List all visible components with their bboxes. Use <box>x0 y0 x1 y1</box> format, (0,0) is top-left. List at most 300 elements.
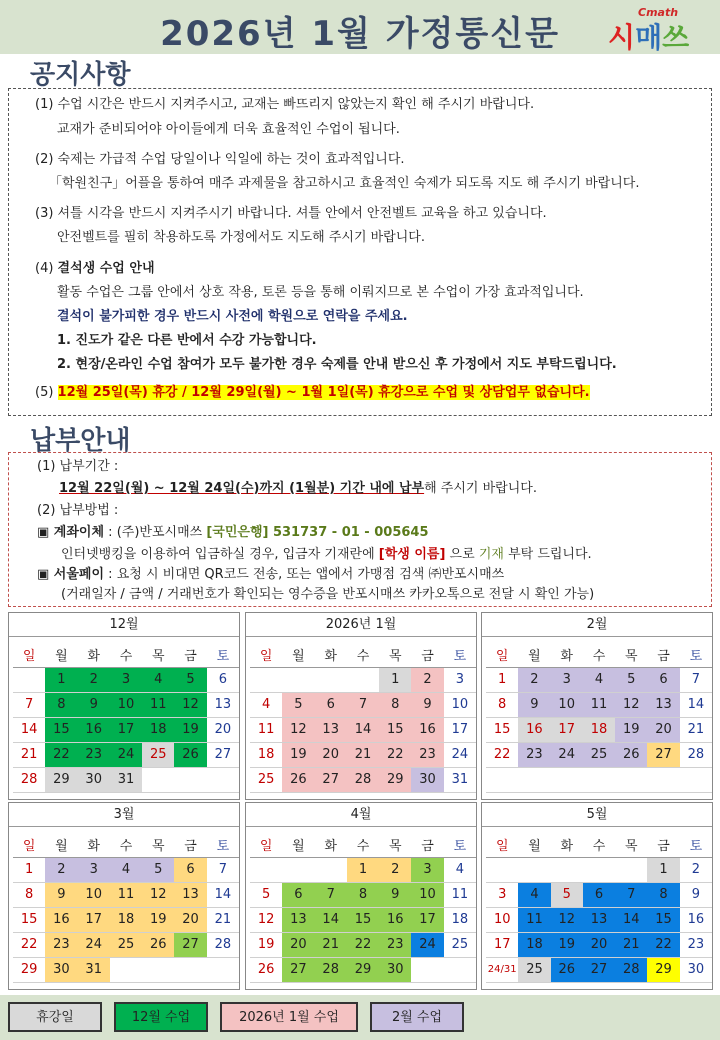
weekday-header: 목 <box>142 833 174 857</box>
calendar-day: 28 <box>207 932 239 957</box>
calendar-day: 8 <box>379 692 411 717</box>
calendar-day <box>518 767 550 792</box>
calendar-day <box>13 667 45 692</box>
calendar-day: 11 <box>444 882 476 907</box>
weekday-header: 일 <box>250 643 282 667</box>
calendar-day <box>174 957 206 982</box>
calendar-month-name: 3월 <box>9 803 239 827</box>
bank-transfer-label: ▣ 계좌이체 <box>37 525 105 540</box>
calendar-day <box>583 857 615 882</box>
calendar-day <box>315 857 347 882</box>
weekday-header: 월 <box>518 833 550 857</box>
calendar-day: 26 <box>615 742 647 767</box>
calendar-day: 29 <box>647 957 679 982</box>
weekday-header: 월 <box>45 643 77 667</box>
calendar-day: 11 <box>518 907 550 932</box>
calendar-day: 10 <box>411 882 443 907</box>
calendar-month <box>481 612 713 800</box>
calendar-day: 20 <box>282 932 314 957</box>
payment-line-2: (2) 납부방법 : <box>37 503 119 518</box>
weekday-header: 화 <box>551 833 583 857</box>
calendar-day: 27 <box>174 932 206 957</box>
calendar-day: 3 <box>486 882 518 907</box>
notice-line-4e: 2. 현장/온라인 수업 참여가 모두 불가한 경우 숙제를 안내 받으신 후 가정에서 지도 부탁드립니다. <box>57 357 617 372</box>
calendar-day: 17 <box>78 907 110 932</box>
calendar-day: 10 <box>78 882 110 907</box>
calendar-day: 27 <box>315 767 347 792</box>
calendar-day: 5 <box>615 667 647 692</box>
calendar-day: 2 <box>518 667 550 692</box>
calendar-day: 7 <box>315 882 347 907</box>
notice-line-3a: (3) 셔틀 시각을 반드시 지켜주시기 바랍니다. 셔틀 안에서 안전벨트 교육을 하고 있습니다. <box>35 206 547 221</box>
notice-line-4c: 결석이 불가피한 경우 반드시 사전에 학원으로 연락을 주세요. <box>57 309 408 324</box>
calendar-day: 6 <box>583 882 615 907</box>
calendar-day: 30 <box>78 767 110 792</box>
legend-dec: 12월 수업 <box>114 1002 208 1032</box>
calendar-day: 8 <box>45 692 77 717</box>
notice-line-5-num: (5) <box>35 385 58 400</box>
calendar-day: 24/31 <box>486 957 518 982</box>
calendar-day <box>207 957 239 982</box>
calendar-day: 3 <box>551 667 583 692</box>
calendar-day: 11 <box>142 692 174 717</box>
legend-feb: 2월 수업 <box>370 1002 464 1032</box>
calendar-day: 30 <box>680 957 712 982</box>
calendar-day: 29 <box>347 957 379 982</box>
calendar-month-name: 2026년 1월 <box>246 613 476 637</box>
calendar-day <box>142 957 174 982</box>
weekday-header: 목 <box>379 643 411 667</box>
notice-line-1b: 교재가 준비되어야 아이들에게 더욱 효율적인 수업이 됩니다. <box>57 122 400 137</box>
calendar-day: 14 <box>347 717 379 742</box>
calendar-day: 17 <box>110 717 142 742</box>
weekday-header: 목 <box>615 643 647 667</box>
weekday-header: 토 <box>444 833 476 857</box>
calendar-day: 16 <box>680 907 712 932</box>
calendar-day: 24 <box>78 932 110 957</box>
calendar-day: 26 <box>551 957 583 982</box>
calendar-day: 3 <box>78 857 110 882</box>
calendar-day <box>647 767 679 792</box>
calendar-day: 31 <box>444 767 476 792</box>
notice-line-5-text: 12월 25일(목) 휴강 / 12월 29일(월) ~ 1월 1일(목) 휴강으로 수업 및 상담업무 없습니다. <box>57 385 590 400</box>
calendar-day: 15 <box>486 717 518 742</box>
calendar-day <box>444 957 476 982</box>
weekday-header: 토 <box>680 643 712 667</box>
calendar-day: 20 <box>315 742 347 767</box>
calendar-month <box>245 612 477 800</box>
bank-account: [국민은행] 531737 - 01 - 005645 <box>206 525 429 540</box>
payment-line-1b <box>59 481 537 497</box>
calendar-day: 31 <box>110 767 142 792</box>
calendar-day: 23 <box>411 742 443 767</box>
weekday-header: 목 <box>142 643 174 667</box>
calendar-day: 2 <box>680 857 712 882</box>
calendar-day: 22 <box>486 742 518 767</box>
calendar-day <box>347 667 379 692</box>
weekday-header: 목 <box>379 833 411 857</box>
notice-line-4b: 활동 수업은 그룹 안에서 상호 작용, 토론 등을 통해 이뤄지므로 본 수업이 가장 효과적입니다. <box>57 285 584 300</box>
calendar-month <box>8 802 240 990</box>
calendar-day: 18 <box>110 907 142 932</box>
calendar-day: 28 <box>680 742 712 767</box>
calendar-day <box>615 767 647 792</box>
calendar-day: 17 <box>551 717 583 742</box>
calendar-day: 16 <box>45 907 77 932</box>
payment-line-4e: 부탁 드립니다. <box>503 547 592 562</box>
calendar-day: 21 <box>13 742 45 767</box>
calendar-day: 11 <box>583 692 615 717</box>
weekday-header: 일 <box>486 643 518 667</box>
calendar-day <box>174 767 206 792</box>
calendar-day: 3 <box>444 667 476 692</box>
payment-period-tail: 해 주시기 바랍니다. <box>424 481 537 496</box>
calendar-day: 30 <box>45 957 77 982</box>
weekday-header: 수 <box>347 643 379 667</box>
calendar-day: 18 <box>250 742 282 767</box>
calendar-day: 10 <box>551 692 583 717</box>
calendar-day: 12 <box>615 692 647 717</box>
calendar-month <box>8 612 240 800</box>
calendar-day: 22 <box>379 742 411 767</box>
calendar-day: 20 <box>647 717 679 742</box>
calendar-day: 21 <box>315 932 347 957</box>
calendar-day: 25 <box>110 932 142 957</box>
calendar-day: 21 <box>615 932 647 957</box>
payment-line-4a: 인터넷뱅킹을 이용하여 입금하실 경우, 입금자 기재란에 <box>61 547 379 562</box>
calendar-day: 19 <box>142 907 174 932</box>
calendar-day <box>551 767 583 792</box>
calendar-day: 14 <box>207 882 239 907</box>
calendar-day: 1 <box>45 667 77 692</box>
calendar-day: 28 <box>347 767 379 792</box>
notice-line-2a: (2) 숙제는 가급적 수업 당일이나 익일에 하는 것이 효과적입니다. <box>35 152 405 167</box>
calendar-day: 4 <box>250 692 282 717</box>
calendar-day <box>583 767 615 792</box>
payment-line-6: (거래일자 / 금액 / 거래번호가 확인되는 영수증을 반포시매쓰 카카오톡으로 전달 시 확인 가능) <box>61 587 595 602</box>
logo-si: 시 <box>608 21 636 54</box>
notice-line-4a-num: (4) <box>35 261 58 276</box>
calendar-day: 4 <box>110 857 142 882</box>
weekday-header: 금 <box>411 643 443 667</box>
calendar-day: 2 <box>411 667 443 692</box>
weekday-header: 월 <box>45 833 77 857</box>
calendar-day: 3 <box>411 857 443 882</box>
calendar-day: 28 <box>615 957 647 982</box>
weekday-header: 일 <box>250 833 282 857</box>
legend-holiday: 휴강일 <box>8 1002 102 1032</box>
calendar-day <box>250 667 282 692</box>
calendar-day: 26 <box>250 957 282 982</box>
payment-line-4c: 으로 <box>445 547 479 562</box>
calendar-day: 13 <box>174 882 206 907</box>
logo <box>608 6 708 54</box>
calendar-day: 19 <box>250 932 282 957</box>
payment-line-3 <box>37 525 429 541</box>
weekday-header: 일 <box>486 833 518 857</box>
notice-line-3b: 안전벨트를 필히 착용하도록 가정에서도 지도해 주시기 바랍니다. <box>57 230 425 245</box>
calendar-day: 15 <box>45 717 77 742</box>
calendar-day: 22 <box>13 932 45 957</box>
notice-line-4a <box>35 261 155 277</box>
calendar-day: 17 <box>486 932 518 957</box>
calendar-day: 24 <box>411 932 443 957</box>
notice-line-1a: (1) 수업 시간은 반드시 지켜주시고, 교재는 빠뜨리지 않았는지 확인 해 주시기 바랍니다. <box>35 97 535 112</box>
calendar-day: 5 <box>282 692 314 717</box>
calendar-day <box>551 857 583 882</box>
calendar-day: 6 <box>282 882 314 907</box>
calendar-day: 23 <box>379 932 411 957</box>
calendar-month-name: 2월 <box>482 613 712 637</box>
calendar-day <box>282 857 314 882</box>
calendar-day: 12 <box>142 882 174 907</box>
bank-transfer-text: : (주)반포시매쓰 <box>104 525 207 540</box>
calendar-day: 16 <box>78 717 110 742</box>
weekday-header: 수 <box>347 833 379 857</box>
calendar-day: 12 <box>174 692 206 717</box>
calendar-day: 25 <box>583 742 615 767</box>
calendar-day: 29 <box>379 767 411 792</box>
calendar-day: 22 <box>647 932 679 957</box>
calendar-day: 16 <box>518 717 550 742</box>
weekday-header: 금 <box>174 643 206 667</box>
calendar-day: 12 <box>250 907 282 932</box>
calendar-day: 28 <box>13 767 45 792</box>
calendar-day: 5 <box>551 882 583 907</box>
calendar-day: 27 <box>207 742 239 767</box>
payment-line-4 <box>61 547 592 563</box>
calendar-day: 18 <box>142 717 174 742</box>
calendar-day: 7 <box>680 667 712 692</box>
weekday-header: 수 <box>110 833 142 857</box>
calendar-day <box>486 767 518 792</box>
calendar-day: 8 <box>647 882 679 907</box>
page-title: 2026년 1월 가정통신문 <box>160 14 560 54</box>
calendar-day: 23 <box>518 742 550 767</box>
calendar-day: 23 <box>45 932 77 957</box>
weekday-header: 토 <box>207 833 239 857</box>
calendar-day: 14 <box>680 692 712 717</box>
calendar-day: 30 <box>411 767 443 792</box>
calendar-day: 31 <box>78 957 110 982</box>
calendar-day: 20 <box>174 907 206 932</box>
weekday-header: 월 <box>282 833 314 857</box>
notice-line-5 <box>35 385 590 401</box>
weekday-header: 일 <box>13 643 45 667</box>
calendar-day: 9 <box>379 882 411 907</box>
calendar-day: 18 <box>518 932 550 957</box>
calendar-day: 3 <box>110 667 142 692</box>
calendar-day: 8 <box>13 882 45 907</box>
weekday-header: 수 <box>583 643 615 667</box>
notice-title: 공지사항 <box>30 60 131 90</box>
payment-line-5 <box>37 567 504 583</box>
calendar-month-name: 4월 <box>246 803 476 827</box>
weekday-header: 금 <box>647 833 679 857</box>
calendar-day: 22 <box>45 742 77 767</box>
calendar-day: 21 <box>207 907 239 932</box>
calendar-day: 1 <box>486 667 518 692</box>
legend-jan: 2026년 1월 수업 <box>220 1002 358 1032</box>
calendar-day: 7 <box>207 857 239 882</box>
logo-cmath-text: Cmath <box>638 6 679 19</box>
calendar-day: 5 <box>174 667 206 692</box>
calendar-day: 15 <box>647 907 679 932</box>
calendar-day: 16 <box>411 717 443 742</box>
weekday-header: 월 <box>518 643 550 667</box>
notice-box <box>8 88 712 416</box>
weekday-header: 수 <box>110 643 142 667</box>
weekday-header: 금 <box>647 643 679 667</box>
calendar-day: 27 <box>647 742 679 767</box>
calendar-day: 20 <box>583 932 615 957</box>
calendar-day <box>411 957 443 982</box>
calendar-day: 1 <box>347 857 379 882</box>
calendar-day: 18 <box>583 717 615 742</box>
calendar-day: 4 <box>583 667 615 692</box>
calendar-day: 29 <box>13 957 45 982</box>
weekday-header: 목 <box>615 833 647 857</box>
calendar-day: 18 <box>444 907 476 932</box>
calendar-day <box>315 667 347 692</box>
weekday-header: 화 <box>551 643 583 667</box>
calendar-day: 20 <box>207 717 239 742</box>
header <box>0 0 720 54</box>
calendar-day: 7 <box>13 692 45 717</box>
weekday-header: 금 <box>411 833 443 857</box>
calendar-day: 2 <box>78 667 110 692</box>
calendar-day: 26 <box>174 742 206 767</box>
calendar-day: 17 <box>444 717 476 742</box>
calendar-day: 24 <box>551 742 583 767</box>
calendar-day: 7 <box>615 882 647 907</box>
calendar-day: 16 <box>379 907 411 932</box>
logo-mae: 매 <box>635 21 663 54</box>
calendar-day <box>142 767 174 792</box>
calendar-day: 6 <box>174 857 206 882</box>
calendar-day: 19 <box>174 717 206 742</box>
calendar-day: 25 <box>250 767 282 792</box>
weekday-header: 토 <box>207 643 239 667</box>
calendar-day: 1 <box>13 857 45 882</box>
calendar-day: 9 <box>78 692 110 717</box>
calendar-day: 25 <box>444 932 476 957</box>
weekday-header: 화 <box>315 643 347 667</box>
calendar-day: 13 <box>207 692 239 717</box>
calendar-day: 13 <box>282 907 314 932</box>
calendar-day: 21 <box>680 717 712 742</box>
legend-bar <box>0 995 720 1040</box>
calendar-day: 5 <box>250 882 282 907</box>
payment-line-1: (1) 납부기간 : <box>37 459 119 474</box>
calendar-day: 24 <box>444 742 476 767</box>
calendar-day: 10 <box>486 907 518 932</box>
calendar-day: 6 <box>315 692 347 717</box>
weekday-header: 금 <box>174 833 206 857</box>
calendar-day: 5 <box>142 857 174 882</box>
calendar-day: 9 <box>45 882 77 907</box>
calendar-day: 27 <box>282 957 314 982</box>
calendar-day: 30 <box>379 957 411 982</box>
calendar-day: 11 <box>110 882 142 907</box>
calendar-day: 13 <box>315 717 347 742</box>
calendar-day: 15 <box>347 907 379 932</box>
notice-line-2b: 「학원친구」어플을 통하여 매주 과제물을 참고하시고 효율적인 숙제가 되도록 지도 해 주시기 바랍니다. <box>49 176 640 191</box>
calendar-day: 1 <box>379 667 411 692</box>
calendar-day <box>207 767 239 792</box>
notice-line-4a-text: 결석생 수업 안내 <box>57 261 155 276</box>
calendar-month <box>245 802 477 990</box>
calendar-day: 19 <box>282 742 314 767</box>
calendar-day: 10 <box>444 692 476 717</box>
calendar-day: 19 <box>615 717 647 742</box>
calendar-day: 26 <box>142 932 174 957</box>
calendar-day: 9 <box>518 692 550 717</box>
calendar-day: 4 <box>142 667 174 692</box>
payment-box <box>8 452 712 607</box>
calendar-month <box>481 802 713 990</box>
calendar-day <box>518 857 550 882</box>
calendar-day: 13 <box>583 907 615 932</box>
calendar-day: 9 <box>411 692 443 717</box>
calendar-day: 10 <box>110 692 142 717</box>
calendar-day <box>680 767 712 792</box>
calendar-day: 9 <box>680 882 712 907</box>
calendar-day: 6 <box>647 667 679 692</box>
calendar-day: 24 <box>110 742 142 767</box>
calendar-day: 19 <box>551 932 583 957</box>
calendar-day: 29 <box>45 767 77 792</box>
logo-sseu: 쓰 <box>662 21 690 54</box>
calendar-day: 2 <box>45 857 77 882</box>
calendar-day: 17 <box>411 907 443 932</box>
calendar-day: 14 <box>13 717 45 742</box>
calendar-day: 4 <box>444 857 476 882</box>
calendar-day: 12 <box>551 907 583 932</box>
logo-text <box>608 16 689 56</box>
weekday-header: 화 <box>315 833 347 857</box>
calendar-day: 25 <box>518 957 550 982</box>
calendar-day: 23 <box>680 932 712 957</box>
calendar-month-name: 5월 <box>482 803 712 827</box>
calendar-day: 27 <box>583 957 615 982</box>
calendar-day <box>250 857 282 882</box>
calendar-day: 22 <box>347 932 379 957</box>
calendar-month-name: 12월 <box>9 613 239 637</box>
calendar-day: 25 <box>142 742 174 767</box>
calendar-day: 28 <box>315 957 347 982</box>
calendar-day: 4 <box>518 882 550 907</box>
calendar-day: 15 <box>379 717 411 742</box>
weekday-header: 토 <box>444 643 476 667</box>
weekday-header: 수 <box>583 833 615 857</box>
weekday-header: 일 <box>13 833 45 857</box>
weekday-header: 월 <box>282 643 314 667</box>
calendar-day: 7 <box>347 692 379 717</box>
calendar-day: 8 <box>347 882 379 907</box>
weekday-header: 화 <box>78 643 110 667</box>
payment-title: 납부안내 <box>30 426 131 456</box>
calendar-day <box>615 857 647 882</box>
calendar-day: 15 <box>13 907 45 932</box>
weekday-header: 화 <box>78 833 110 857</box>
payment-period: 12월 22일(월) ~ 12월 24일(수)까지 (1월분) 기간 내에 납부 <box>59 481 425 496</box>
payment-line-4d: 기재 <box>478 547 504 562</box>
payment-line-4b: [학생 이름] <box>378 547 446 562</box>
calendar-day: 26 <box>282 767 314 792</box>
calendar-day <box>282 667 314 692</box>
calendar-day <box>486 857 518 882</box>
